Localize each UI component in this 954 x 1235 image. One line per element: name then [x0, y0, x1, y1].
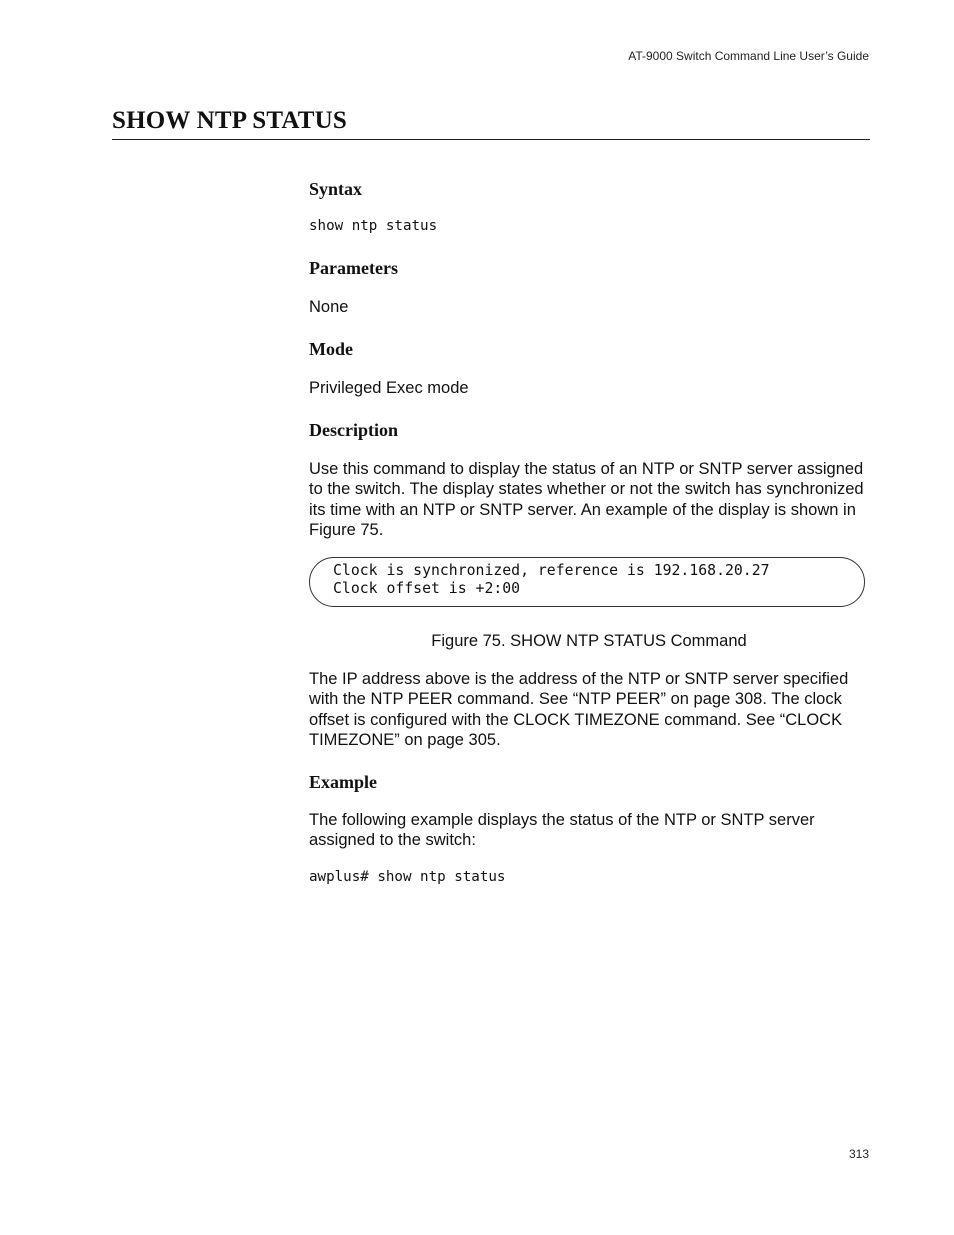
example-text: The following example displays the status of the NTP or SNTP server assigned to the switch:: [309, 811, 815, 850]
description-text: Use this command to display the status of an NTP or SNTP server assigned to the switch. The display states whether or not the switch has synchronized its time with an NTP or SNTP server. An example of the display is shown in Figure 75.: [309, 460, 864, 539]
description-heading: Description: [309, 420, 398, 440]
code-line: Clock offset is +2:00: [333, 580, 521, 597]
example-heading: Example: [309, 772, 378, 792]
figure-caption: Figure 75. SHOW NTP STATUS Command: [431, 632, 747, 650]
running-header: AT-9000 Switch Command Line User’s Guide: [628, 49, 869, 63]
parameters-text: None: [309, 298, 349, 316]
explanation-text: The IP address above is the address of the NTP or SNTP server specified with the NTP PEER command. See “NTP PEER” on page 308. The clock offset is configured with the CLOCK TIMEZONE command. See “CLOCK TIMEZONE” on page 305.: [309, 670, 849, 749]
syntax-command: show ntp status: [309, 218, 438, 234]
page-title: SHOW NTP STATUS: [112, 107, 348, 134]
code-figure-box: [309, 557, 865, 607]
code-line: Clock is synchronized, reference is 192.168.20.27: [333, 562, 770, 579]
parameters-heading: Parameters: [309, 258, 398, 278]
mode-text: Privileged Exec mode: [309, 379, 469, 397]
title-rule: [112, 139, 870, 140]
example-command: awplus# show ntp status: [309, 869, 506, 885]
mode-heading: Mode: [309, 339, 353, 359]
syntax-heading: Syntax: [309, 179, 363, 199]
page-number: 313: [848, 1147, 869, 1161]
